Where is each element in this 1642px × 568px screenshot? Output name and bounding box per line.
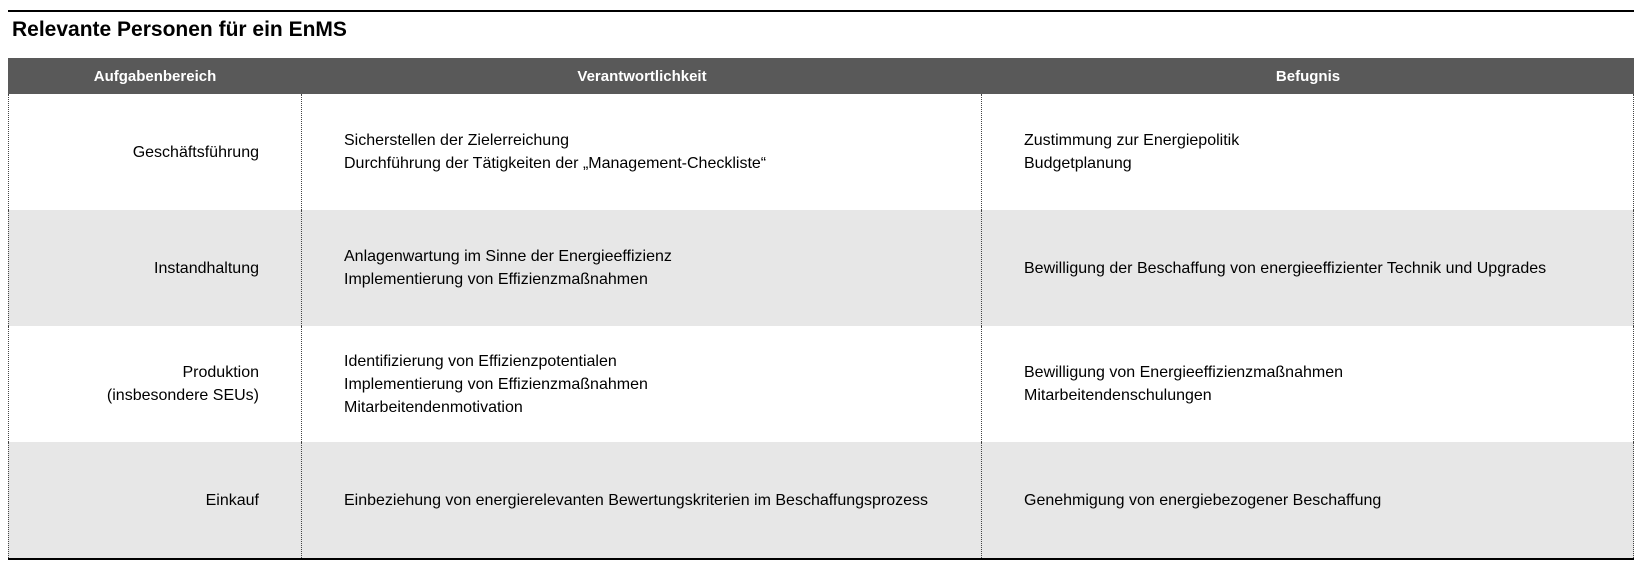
authority-line: Bewilligung der Beschaffung von energieeffizienter Technik und Upgrades: [1024, 259, 1547, 277]
area-cell: [8, 94, 302, 210]
table-row: [8, 94, 1634, 210]
authority-cell: [982, 210, 1634, 326]
table-header-row: [8, 58, 1634, 94]
responsibility-cell: [302, 442, 982, 558]
column-header-responsibility: Verantwortlichkeit: [577, 67, 707, 85]
responsibility-line: Anlagenwartung im Sinne der Energieeffizienz: [344, 248, 672, 265]
authority-line: Budgetplanung: [1024, 155, 1132, 172]
responsibility-line: Durchführung der Tätigkeiten der „Management-Checkliste“: [344, 155, 767, 172]
authority-cell: [982, 326, 1634, 442]
responsibility-cell: [302, 94, 982, 210]
responsibility-cell: [302, 326, 982, 442]
area-cell: [8, 442, 302, 558]
column-header-authority: Befugnis: [1275, 67, 1341, 85]
area-label: Instandhaltung: [154, 259, 259, 277]
responsibility-line: Sicherstellen der Zielerreichung: [344, 132, 569, 149]
table-row: [8, 326, 1634, 442]
authority-cell: [982, 94, 1634, 210]
authority-line: Genehmigung von energiebezogener Beschaffung: [1024, 491, 1382, 509]
column-header-area: Aufgabenbereich: [93, 67, 217, 85]
top-rule: [8, 10, 1634, 12]
responsibility-cell: [302, 210, 982, 326]
authority-line: Mitarbeitendenschulungen: [1024, 387, 1212, 404]
area-cell: [8, 326, 302, 442]
responsibility-table: [8, 58, 1634, 560]
responsibility-line: Einbeziehung von energierelevanten Bewertungskriterien im Beschaffungsprozess: [344, 491, 929, 509]
area-label: Produktion: [182, 364, 259, 381]
table-body: [8, 94, 1634, 560]
area-label: Geschäftsführung: [132, 143, 259, 161]
area-cell: [8, 210, 302, 326]
responsibility-line: Identifizierung von Effizienzpotentialen: [344, 352, 617, 370]
area-sublabel: (insbesondere SEUs): [106, 387, 259, 404]
responsibility-line: Implementierung von Effizienzmaßnahmen: [344, 271, 648, 288]
responsibility-line: Implementierung von Effizienzmaßnahmen: [344, 375, 648, 393]
area-label: Einkauf: [205, 491, 259, 509]
page-title: Relevante Personen für ein EnMS: [12, 18, 347, 41]
responsibility-line: Mitarbeitendenmotivation: [344, 398, 523, 416]
table-row: [8, 210, 1634, 326]
authority-line: Zustimmung zur Energiepolitik: [1024, 132, 1240, 149]
authority-line: Bewilligung von Energieeffizienzmaßnahmen: [1024, 364, 1343, 381]
authority-cell: [982, 442, 1634, 558]
table-row: [8, 442, 1634, 558]
